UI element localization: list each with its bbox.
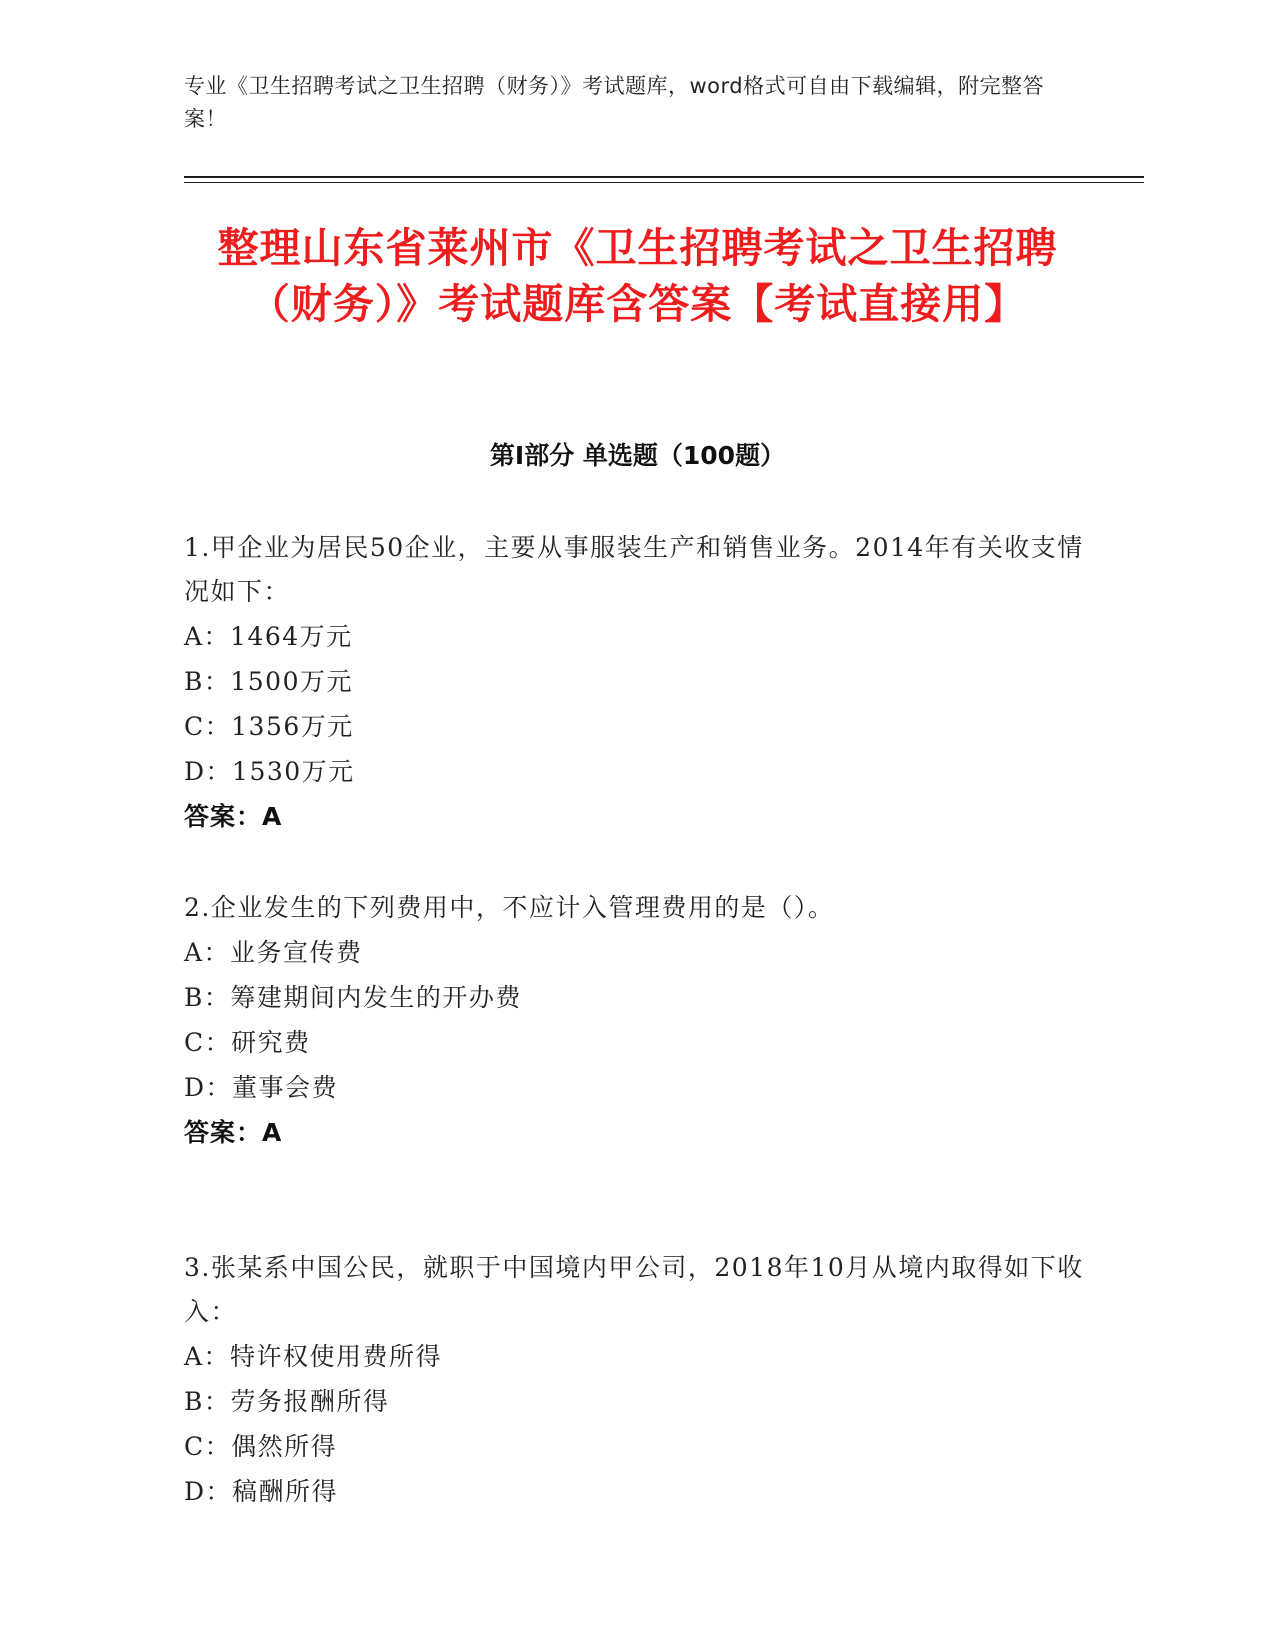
question-stem: 1.甲企业为居民50企业，主要从事服装生产和销售业务。2014年有关收支情况如下： [184,533,1084,606]
option-d: D：稿酬所得 [184,1477,339,1506]
question-1 [184,526,1084,840]
option-b: B：筹建期间内发生的开办费 [184,983,522,1012]
header-note: 专业《卫生招聘考试之卫生招聘（财务）》考试题库，word格式可自由下载编辑，附完整答案！ [184,74,1045,131]
question-stem: 2.企业发生的下列费用中，不应计入管理费用的是（）。 [184,893,835,922]
question-stem: 3.张某系中国公民，就职于中国境内甲公司，2018年10月从境内取得如下收入： [184,1253,1084,1326]
option-d: D：董事会费 [184,1073,339,1102]
option-c: C：研究费 [184,1028,311,1057]
option-a: A：特许权使用费所得 [184,1342,443,1371]
option-a: A：1464万元 [184,622,353,651]
option-b: B：劳务报酬所得 [184,1387,390,1416]
header-divider-thin [184,182,1144,183]
option-d: D：1530万元 [184,757,355,786]
answer: 答案：A [184,1118,283,1147]
section-title: 第I部分 单选题（100题） [489,441,786,470]
question-2 [184,886,1084,1156]
question-3 [184,1246,1084,1514]
header-divider-thick [184,176,1144,178]
option-c: C：1356万元 [184,712,354,741]
option-a: A：业务宣传费 [184,938,363,967]
document-title: 整理山东省莱州市《卫生招聘考试之卫生招聘（财务）》考试题库含答案【考试直接用】 [217,224,1058,328]
option-c: C：偶然所得 [184,1432,338,1461]
answer: 答案：A [184,802,283,831]
option-b: B：1500万元 [184,667,353,696]
